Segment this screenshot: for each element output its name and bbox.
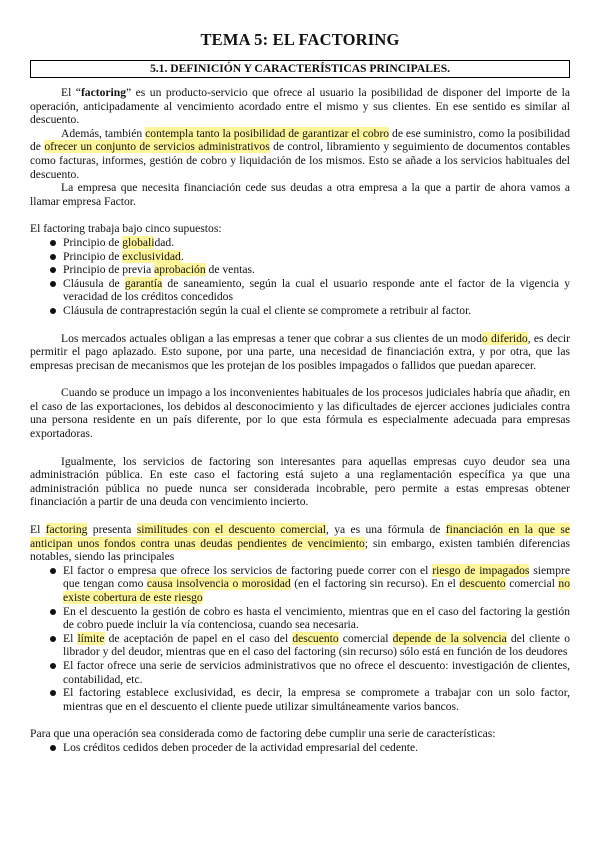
bullet-icon: [50, 636, 56, 642]
text-run: , es decir permitir el pago aplazado. Esto supone, por una parte, una necesidad de financiación extra, y por otra, que las empresas precisan de mecanismos que les protejan de los posibles impagados o fallidos que puedan aparecer.: [30, 331, 570, 372]
paragraph-impago: Cuando se produce un impago a los inconvenientes habituales de los procesos judiciales habría que añadir, en el caso de las exportaciones, los debidos al desconocimiento y las dificultades de ejercer acciones judiciales contra una persona residente en un país diferente, por lo que esta fórmula es especialmente adecuada para empresas exportadoras.: [30, 386, 570, 441]
highlight: exclusividad: [122, 249, 181, 263]
differences-list: [30, 564, 570, 714]
text-run: ” es un producto-servicio que ofrece al usuario la posibilidad de disponer del importe de la operación, anticipadamente al vencimiento acordado entre el mismo y sus clientes. En ese sentido es similar al descuento.: [30, 86, 570, 127]
paragraph-definition: [30, 86, 570, 127]
text-run: de control, libramiento y seguimiento de documentos contables como facturas, informes, gestión de cobro y liquidación de los mismos. Esto se añade a los servicios habituales del descuento.: [30, 140, 570, 181]
text-run: del cliente o librador y del deudor, mientras que en el caso del factoring (sin recurso) sólo está en función de los deudores: [63, 631, 570, 659]
text-run: El factor ofrece una serie de servicios administrativos que no ofrece el descuento: investigación de clientes, contabilidad, etc.: [63, 658, 570, 686]
text-run: , ya es una fórmula de: [326, 523, 446, 537]
highlight: depende de la solvencia: [392, 631, 507, 645]
paragraph-similitudes: [30, 523, 570, 564]
section-heading: 5.1. DEFINICIÓN Y CARACTERÍSTICAS PRINCIPALES.: [30, 60, 570, 78]
highlight: factoring: [45, 523, 88, 537]
paragraph-markets: [30, 332, 570, 373]
list-item: [30, 250, 570, 264]
bullet-icon: [50, 308, 56, 314]
highlight: garantía: [124, 276, 163, 290]
text-run: El factoring establece exclusividad, es decir, la empresa se compromete a trabajar con un solo factor, mientras que en el descuento el cliente puede utilizar simultáneamente varios bancos.: [63, 686, 570, 713]
text-run: ; sin embargo, existen también diferencias notables, siendo las principales: [30, 536, 571, 564]
text-run: siempre que tengan como: [63, 563, 570, 591]
list-item: [30, 564, 570, 605]
highlight: contempla tanto la posibilidad de garantizar el cobro: [145, 126, 390, 140]
bullet-icon: [50, 745, 56, 751]
bullet-icon: [50, 663, 56, 669]
text-run: de aceptación de papel en el caso del: [104, 631, 293, 645]
text-run: Principio de previa: [63, 263, 155, 277]
text-run: comercial: [338, 631, 393, 645]
text-run: Además, también: [61, 126, 146, 140]
list-item: [30, 277, 570, 304]
text-run: El factor o empresa que ofrece los servicios de factoring puede correr con el: [63, 563, 433, 577]
text-run: de ventas.: [205, 263, 255, 277]
text-run: El: [30, 523, 46, 537]
text-run: comercial: [505, 577, 559, 591]
highlight: aprobación: [154, 263, 206, 277]
paragraph-assumptions-intro: El factoring trabaja bajo cinco supuestos:: [30, 222, 222, 236]
characteristics-list: [30, 741, 570, 755]
highlight: globali: [122, 235, 155, 249]
bullet-icon: [50, 281, 56, 287]
list-item: [30, 741, 570, 755]
paragraph-services: [30, 127, 570, 181]
highlight: financiación en la que se anticipan unos fondos contra unas deudas pendientes de vencimiento: [30, 523, 570, 550]
highlight: no existe cobertura de este riesgo: [63, 577, 571, 604]
assumptions-list: [30, 236, 570, 318]
paragraph-administracion: Igualmente, los servicios de factoring son interesantes para aquellas empresas cuyo deudor sea una administración pública. En este caso el factoring está sujeto a una reglamentación específica ya que una administración pública no puede nunca ser considerada incobrable, pero permite a estas empresas obtener financiación a partir de una deuda con vencimiento incierto.: [30, 454, 570, 509]
text-run: El “: [61, 86, 81, 99]
highlight: similitudes con el descuento comercial: [136, 523, 327, 537]
text-run: Principio de: [63, 249, 123, 263]
text-run: En el descuento la gestión de cobro es hasta el vencimiento, mientras que en el caso del factoring la gestión de cobro puede incluir la vía contenciosa, cuando sea necesaria.: [63, 604, 570, 632]
paragraph-caracteristicas-intro: Para que una operación sea considerada como de factoring debe cumplir una serie de características:: [30, 727, 496, 741]
highlight: causa insolvencia o morosidad: [146, 577, 291, 591]
text-run: de ese suministro, como la posibilidad de: [30, 126, 570, 154]
bullet-icon: [50, 568, 56, 574]
list-item: [30, 686, 570, 713]
paragraph-factor: La empresa que necesita financiación cede sus deudas a otra empresa a la que a partir de ahora vamos a llamar empresa Factor.: [30, 181, 570, 208]
bold-term: factoring: [80, 86, 127, 99]
text-run: Los mercados actuales obligan a las empresas a tener que cobrar a sus clientes de un mod: [61, 331, 482, 345]
highlight: riesgo de impagados: [432, 563, 530, 577]
list-item: [30, 632, 570, 659]
highlight: descuento: [459, 577, 506, 591]
text-run: de saneamiento, según la cual el usuario responde ante el factor de la vigencia y veracidad de los créditos concedidos: [63, 276, 570, 304]
text-run: (en el factoring sin recurso). En el: [290, 577, 460, 591]
highlight: o diferido: [481, 331, 528, 345]
list-item: [30, 263, 570, 277]
page-title: TEMA 5: EL FACTORING: [200, 30, 400, 49]
bullet-icon: [50, 254, 56, 260]
bullet-icon: [50, 240, 56, 246]
bullet-icon: [50, 690, 56, 696]
highlight: ofrecer un conjunto de servicios administrativos: [44, 140, 270, 154]
text-run: El: [63, 631, 78, 645]
bullet-icon: [50, 267, 56, 273]
bullet-icon: [50, 609, 56, 615]
text-run: presenta: [87, 523, 137, 537]
list-item: [30, 605, 570, 632]
text-run: Cláusula de: [63, 276, 125, 290]
text-run: .: [180, 249, 184, 263]
list-item: [30, 659, 570, 686]
list-item: [30, 236, 570, 250]
text-run: dad.: [154, 235, 175, 249]
highlight: descuento: [292, 631, 339, 645]
text-run: Cláusula de contraprestación según la cual el cliente se compromete a retribuir al factor.: [63, 303, 472, 317]
text-run: Principio de: [63, 235, 123, 249]
text-run: Los créditos cedidos deben proceder de la actividad empresarial del cedente.: [63, 740, 419, 754]
highlight: límite: [77, 631, 105, 645]
list-item: [30, 304, 570, 318]
